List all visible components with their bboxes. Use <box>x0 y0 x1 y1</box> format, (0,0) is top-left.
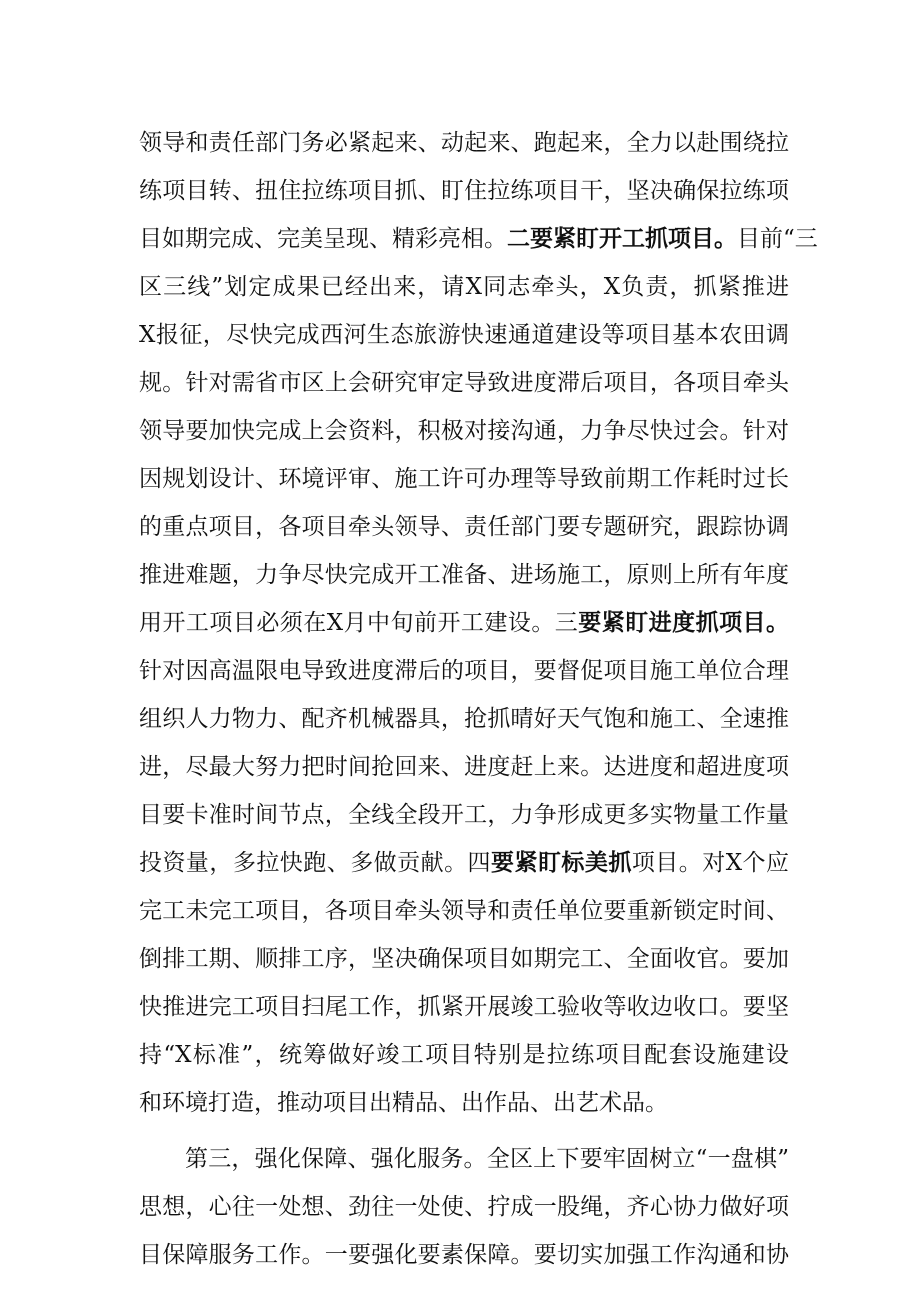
text-line: 推进难题，力争尽快完成开工准备、进场施工，原则上所有年度 <box>139 562 789 588</box>
text-line: 领导要加快完成上会资料，积极对接沟通，力争尽快过会。针对 <box>139 418 789 444</box>
text-line: X报征，尽快完成西河生态旅游快速通道建设等项目基本农田调 <box>139 322 789 348</box>
document-body <box>139 119 818 1279</box>
text-line: 的重点项目，各项目牵头领导、责任部门要专题研究，跟踪协调 <box>139 514 789 540</box>
text-line: 组织人力物力、配齐机械器具，抢抓晴好天气饱和施工、全速推 <box>139 706 789 732</box>
text-run: 目前“三 <box>737 226 818 252</box>
text-run: 目如期完成、完美呈现、精彩亮相。 <box>139 226 507 252</box>
text-line: 第三，强化保障、强化服务。全区上下要牢固树立“一盘棋” <box>185 1146 789 1172</box>
paragraph-2 <box>139 1135 789 1279</box>
bold-heading-2: 二要紧盯开工抓项目。 <box>507 225 737 252</box>
text-line <box>139 599 789 647</box>
text-line: 目保障服务工作。一要强化要素保障。要切实加强工作沟通和协 <box>139 1242 789 1268</box>
paragraph-gap <box>139 1127 789 1135</box>
text-line: 因规划设计、环境评审、施工许可办理等导致前期工作耗时过长 <box>139 466 789 492</box>
text-line: 思想，心往一处想、劲往一处使、拧成一股绳，齐心协力做好项 <box>139 1194 789 1220</box>
text-line: 和环境打造，推动项目出精品、出作品、出艺术品。 <box>139 1090 668 1116</box>
text-line: 规。针对需省市区上会研究审定导致进度滞后项目，各项目牵头 <box>139 370 789 396</box>
text-line: 针对因高温限电导致进度滞后的项目，要督促项目施工单位合理 <box>139 658 789 684</box>
text-line: 快推进完工项目扫尾工作，抓紧开展竣工验收等收边收口。要坚 <box>139 994 789 1020</box>
text-line: 持“X标准”，统筹做好竣工项目特别是拉练项目配套设施建设 <box>139 1042 789 1068</box>
text-run: 投资量，多拉快跑、多做贡献。四 <box>139 850 492 876</box>
text-run: 项目。对X个应 <box>631 850 790 876</box>
text-line <box>139 839 789 887</box>
text-line: 练项目转、扭住拉练项目抓、盯住拉练项目干，坚决确保拉练项 <box>139 178 789 204</box>
text-line <box>139 215 818 263</box>
paragraph-1 <box>139 119 818 1127</box>
text-line: 目要卡准时间节点，全线全段开工，力争形成更多实物量工作量 <box>139 802 789 828</box>
text-line: 领导和责任部门务必紧起来、动起来、跑起来，全力以赴围绕拉 <box>139 130 789 156</box>
text-line: 完工未完工项目，各项目牵头领导和责任单位要重新锁定时间、 <box>139 898 789 924</box>
text-line: 区三线”划定成果已经出来，请X同志牵头，X负责，抓紧推进 <box>139 274 789 300</box>
bold-heading-4: 要紧盯标美抓 <box>491 849 632 876</box>
text-line: 倒排工期、顺排工序，坚决确保项目如期完工、全面收官。要加 <box>139 946 789 972</box>
bold-heading-3: 要紧盯进度抓项目。 <box>578 609 790 636</box>
text-run: 用开工项目必须在X月中旬前开工建设。三 <box>139 610 579 636</box>
text-line: 进，尽最大努力把时间抢回来、进度赶上来。达进度和超进度项 <box>139 754 789 780</box>
